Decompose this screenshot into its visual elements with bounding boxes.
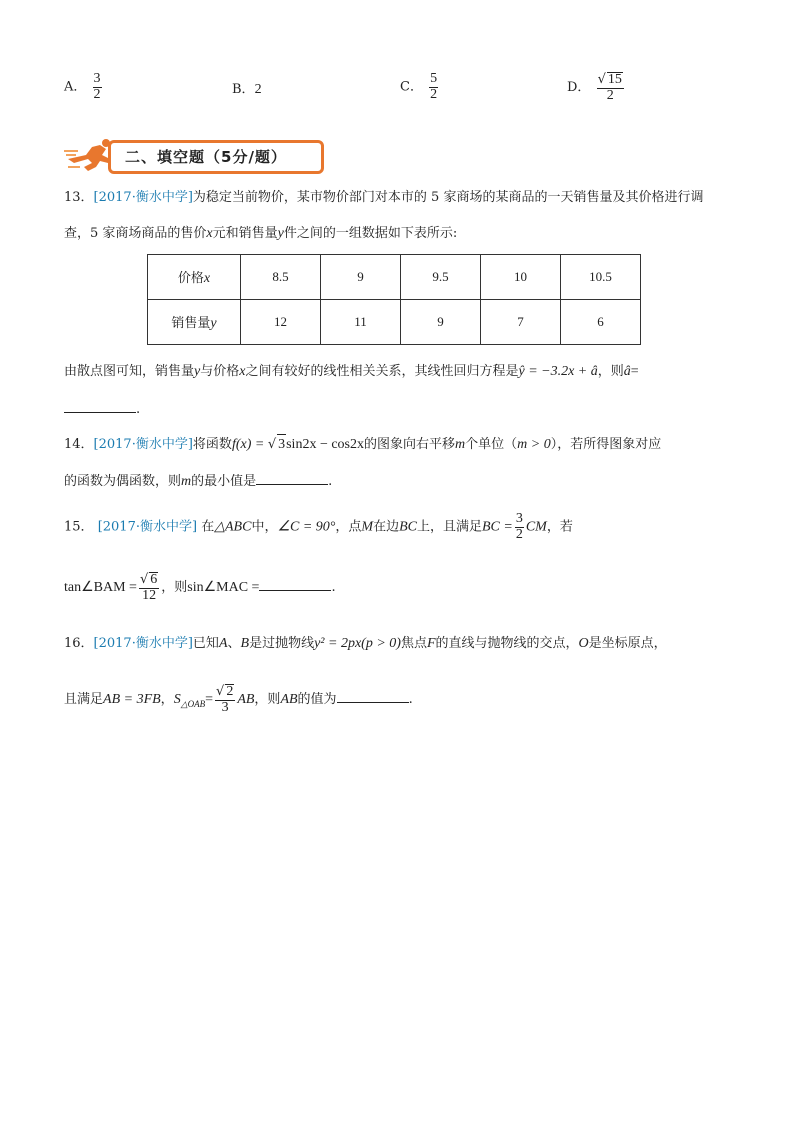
option-a: A． $\frac{3}{2}$ bbox=[64, 71, 101, 102]
table-cell: 9 bbox=[321, 255, 401, 300]
answer-blank bbox=[256, 472, 328, 485]
table-head-sales: 销售量y bbox=[148, 300, 241, 345]
fraction: $\frac{√ 6}{12}$ bbox=[139, 572, 158, 603]
option-c: C． $\frac{5}{2}$ bbox=[400, 71, 438, 102]
answer-blank bbox=[337, 690, 409, 703]
table-cell: 6 bbox=[561, 300, 641, 345]
q13-line2: 查，5 家商场商品的售价x元和销售量y件之间的一组数据如下表所示: bbox=[64, 226, 458, 241]
q15-line2: tan∠BAM = $\frac{√ 6}{12}$ ，则sin∠MAC = . bbox=[64, 572, 336, 603]
q13-answer: . bbox=[64, 400, 140, 420]
source-tag: [2017·衡水中学] bbox=[93, 190, 193, 205]
table-cell: 12 bbox=[241, 300, 321, 345]
table-cell: 10.5 bbox=[561, 255, 641, 300]
table-cell: 9.5 bbox=[401, 255, 481, 300]
table-cell: 7 bbox=[481, 300, 561, 345]
table-row bbox=[148, 300, 641, 345]
section-title-box bbox=[108, 140, 324, 174]
q14-line1: 14．[2017·衡水中学]将函数f(x) = √ 3sin2x − cos2x的图象向右平移m个单位（m > 0），若所得图象对应 bbox=[64, 434, 661, 455]
table-cell: 9 bbox=[401, 300, 481, 345]
source-tag: [2017·衡水中学] bbox=[93, 636, 193, 651]
option-b: B．2 bbox=[232, 82, 262, 97]
fraction: $\frac{3}{2}$ bbox=[93, 71, 101, 102]
q16-line1: 16．[2017·衡水中学]已知A、B是过抛物线y² = 2px(p > 0)焦点F的直线与抛物线的交点，O是坐标原点， bbox=[64, 636, 667, 651]
fraction: $\frac{√ 15}{2}$ bbox=[597, 72, 622, 103]
table-cell: 8.5 bbox=[241, 255, 321, 300]
q13-line3: 由散点图可知，销售量y与价格x之间有较好的线性相关关系，其线性回归方程是ŷ = −3.2x + â，则â= bbox=[64, 364, 639, 379]
q15-line1: 15． [2017·衡水中学] 在△ABC中，∠C = 90°，点M在边BC上，且满足BC = $\frac{3}{2}$ CM，若 bbox=[64, 511, 573, 542]
q16-line2: 且满足AB = 3FB，$S_{\triangle OAB}=$ $\frac{√ 2}{3}$ AB，则AB的值为 . bbox=[64, 684, 413, 715]
q13-line1: 13．[2017·衡水中学]为稳定当前物价，某市物价部门对本市的 5 家商场的某商品的一天销售量及其价格进行调 bbox=[64, 190, 704, 205]
regression-equation: ŷ = −3.2x + â bbox=[518, 364, 598, 379]
section-title: 二、填空题（5分/题） bbox=[125, 148, 287, 166]
fraction: $\frac{5}{2}$ bbox=[430, 71, 438, 102]
option-d: D． $\frac{√ 15}{2}$ bbox=[567, 72, 622, 103]
answer-blank bbox=[259, 578, 331, 591]
q14-line2: 的函数为偶函数，则m的最小值是 . bbox=[64, 474, 333, 489]
price-sales-table bbox=[147, 254, 641, 345]
table-cell: 10 bbox=[481, 255, 561, 300]
fraction: $\frac{√ 2}{3}$ bbox=[216, 684, 234, 715]
source-tag: [2017·衡水中学] bbox=[97, 519, 198, 535]
source-tag: [2017·衡水中学] bbox=[93, 437, 193, 452]
table-row bbox=[148, 255, 641, 300]
section-banner bbox=[62, 137, 324, 175]
table-head-price: 价格x bbox=[148, 255, 241, 300]
answer-blank bbox=[64, 400, 136, 413]
table-cell: 11 bbox=[321, 300, 401, 345]
fraction: $\frac{3}{2}$ bbox=[515, 511, 523, 542]
